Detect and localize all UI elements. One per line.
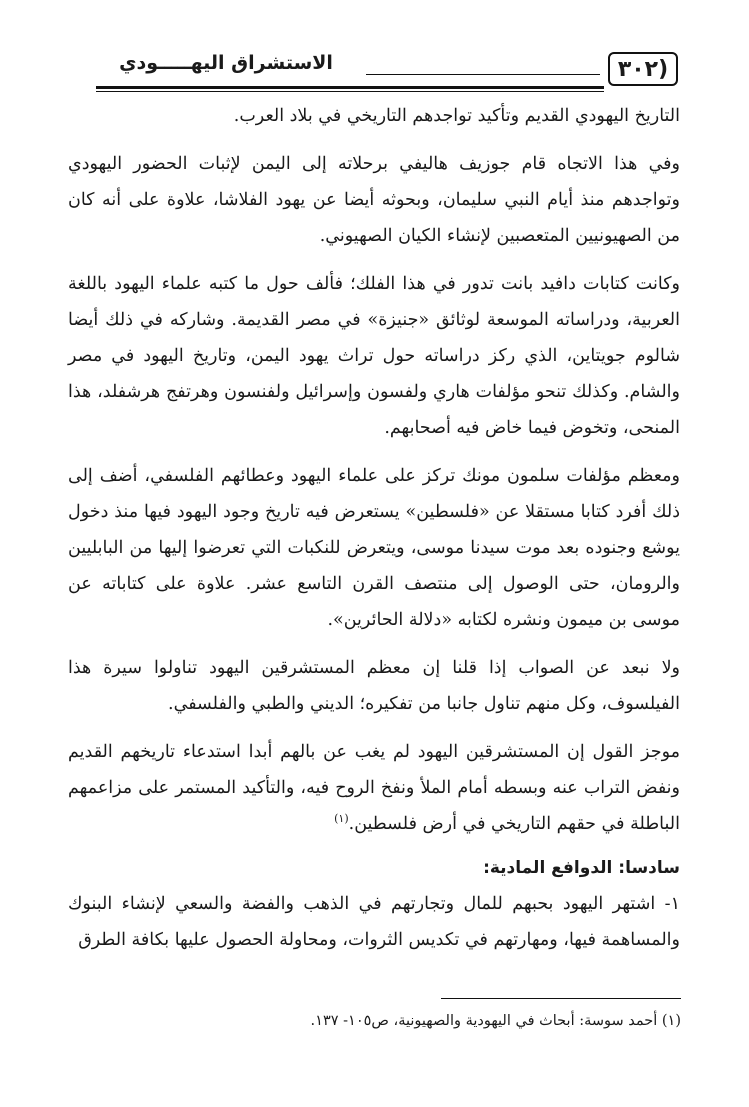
text-line: باللغة العربية، ودراساته الموسعة لوثائق «جنيزة» في مصر القديمة. وشاركه في ذلك أيضا: [68, 274, 680, 330]
section-paragraph: [68, 886, 680, 958]
header-rule: [96, 86, 604, 89]
paragraph-4: [68, 458, 680, 638]
header-rule-thin: [96, 91, 604, 92]
text-line: التاريخ اليهودي القديم وتأكيد تواجدهم التاريخي في بلاد العرب.: [233, 106, 680, 126]
footnote-reference: (١): [334, 812, 349, 826]
text-line: والشام. وكذلك تنحو مؤلفات هاري ولفسون وإسرائيل ولفنسون وهرتفج هرشفلد،: [97, 382, 680, 402]
running-title: الاستشراق اليهـــــودي: [119, 52, 333, 74]
page-number: (٣٠٢: [608, 52, 678, 86]
text-line: وكانت كتابات دافيد بانت تدور في هذا الفلك؛ فألف حول ما كتبه علماء اليهود: [114, 274, 680, 294]
text-line: ١- اشتهر اليهود بحبهم للمال وتجارتهم في الذهب والفضة والسعي لإنشاء البنوك: [68, 894, 680, 914]
text-line: موسى بن ميمون ونشره لكتابه «دلالة الحائرين».: [327, 610, 680, 630]
paragraph-2: [68, 146, 680, 254]
text-line: هذا المنحى، وتخوض فيما خاض فيه أصحابهم.: [68, 382, 680, 438]
text-line: شالوم جويتاين، الذي ركز دراساته حول تراث يهود اليمن، وتاريخ اليهود في مصر: [68, 346, 680, 366]
page-body: [68, 98, 680, 958]
text-line: ومعظم مؤلفات سلمون مونك تركز على علماء اليهود وعطائهم الفلسفي، أضف: [99, 466, 680, 486]
text-line: وفي هذا الاتجاه قام جوزيف هاليفي برحلاته إلى اليمن لإثبات الحضور اليهودي: [68, 154, 680, 174]
text-line: الصهيونيين المتعصبين لإنشاء الكيان الصهيوني.: [319, 226, 652, 246]
running-header: [96, 48, 678, 92]
paragraph-6: [68, 734, 680, 842]
footnote-separator: [441, 998, 681, 999]
section-heading: سادسا: الدوافع المادية:: [483, 858, 680, 878]
paragraph-3: [68, 266, 680, 446]
text-line: دخول يوشع وجنوده بعد موت سيدنا موسى، ويتعرض للنكبات التي تعرضوا إليها من: [68, 502, 680, 558]
text-line: موجز القول إن المستشرقين اليهود لم يغب عن بالهم أبدا استدعاء تاريخهم القديم: [68, 742, 680, 762]
text-line: ونفض التراب عنه وبسطه أمام الملأ ونفخ الروح فيه، والتأكيد المستمر على مزاعمهم: [68, 778, 680, 798]
text-line: البابليين والرومان، حتى الوصول إلى منتصف القرن التاسع عشر. علاوة على كتاباته عن: [68, 538, 680, 594]
text-line: الباطلة في حقهم التاريخي في أرض فلسطين.: [348, 814, 680, 834]
text-line: والمساهمة فيها، ومهارتهم في تكديس الثروات، ومحاولة الحصول عليها بكافة الطرق: [78, 930, 680, 950]
paragraph-1: [68, 98, 680, 134]
text-line: الفيلسوف، وكل منهم تناول جانبا من تفكيره؛ الديني والطبي والفلسفي.: [168, 694, 680, 714]
footnote: (١) أحمد سوسة: أبحاث في اليهودية والصهيونية، ص١٠٥- ١٣٧.: [310, 1013, 681, 1029]
paragraph-5: [68, 650, 680, 722]
text-line: ولا نبعد عن الصواب إذا قلنا إن معظم المستشرقين اليهود تناولوا سيرة هذا: [68, 658, 680, 678]
text-line: وتواجدهم منذ أيام النبي سليمان، وبحوثه أيضا عن يهود الفلاشا، علاوة على أنه كان من: [68, 190, 680, 246]
text-line: إلى ذلك أفرد كتابا مستقلا عن «فلسطين» يستعرض فيه تاريخ وجود اليهود فيها منذ: [68, 466, 680, 522]
header-inner-rule: [366, 74, 600, 75]
